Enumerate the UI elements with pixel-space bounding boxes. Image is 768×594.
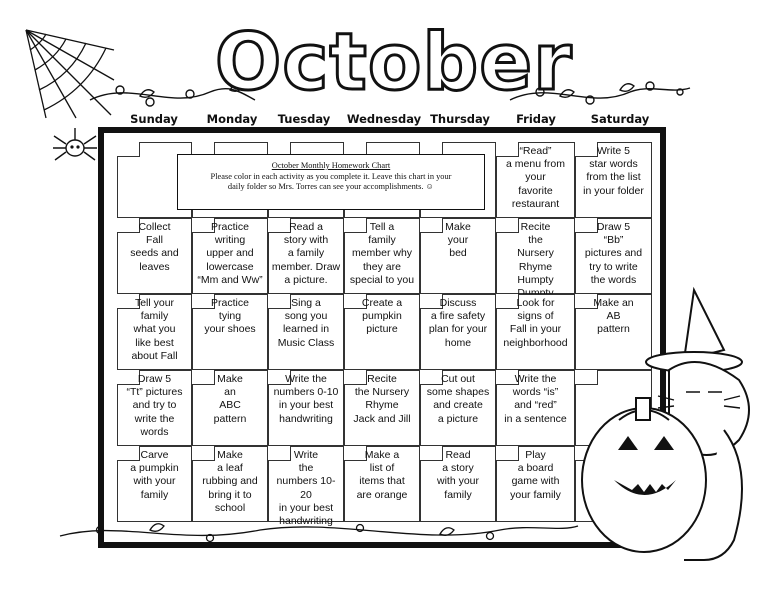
calendar-cell xyxy=(420,370,496,446)
calendar-cell xyxy=(496,142,575,218)
calendar-cell xyxy=(117,446,192,522)
bottom-vine-decoration xyxy=(60,516,580,550)
activity-text: Draw 5 “Tt” pictures and try to write the words xyxy=(126,373,183,438)
activity-text: Read a story with a family member. Draw a picture. xyxy=(271,221,341,286)
calendar-cell xyxy=(496,370,575,446)
activity-text: Write 5 star words from the list in your folder xyxy=(583,145,644,197)
activity-text: Tell your family what you like best about Fall xyxy=(131,297,178,362)
day-header-wednesday: Wednesday xyxy=(346,112,422,126)
calendar-cell xyxy=(420,446,496,522)
activity-text: Practice tying your shoes xyxy=(204,297,256,336)
day-header-sunday: Sunday xyxy=(130,112,178,126)
calendar-cell xyxy=(344,294,420,370)
day-header-monday: Monday xyxy=(206,112,258,126)
calendar-cell xyxy=(575,142,652,218)
activity-text: Cut out some shapes and create a picture xyxy=(426,373,490,425)
activity-text: Make an ABC pattern xyxy=(213,373,247,425)
note-line-1: Please color in each activity as you complete it. Leave this chart in your xyxy=(210,171,452,181)
activity-text: Practice writing upper and lowercase “Mm and Ww” xyxy=(197,221,263,286)
day-header-thursday: Thursday xyxy=(430,112,490,126)
day-header-friday: Friday xyxy=(516,112,556,126)
activity-text: Read a story with your family xyxy=(436,449,479,501)
calendar-cell xyxy=(117,218,192,294)
calendar-cell xyxy=(268,446,344,528)
calendar-cell xyxy=(420,218,496,294)
activity-text: Play a board game with your family xyxy=(510,449,561,501)
activity-text: Write the numbers 10-20 in your best handwriting xyxy=(276,449,336,528)
calendar-cell xyxy=(496,218,575,294)
page-title: October xyxy=(215,18,573,108)
calendar-cell xyxy=(192,294,268,370)
calendar-cell xyxy=(117,294,192,370)
activity-text: Carve a pumpkin with your family xyxy=(130,449,179,501)
activity-text: Discuss a fire safety plan for your home xyxy=(428,297,488,349)
activity-text: Make your bed xyxy=(445,221,471,260)
activity-text: Make an AB pattern xyxy=(593,297,634,336)
calendar-cell xyxy=(420,294,496,370)
activity-text: Sing a song you learned in Music Class xyxy=(277,297,335,349)
calendar-cell xyxy=(268,294,344,370)
activity-text: Make a leaf rubbing and bring it to school xyxy=(202,449,258,514)
activity-text: “Read” a menu from your favorite restaurant xyxy=(506,145,565,210)
instructions-note xyxy=(177,154,485,210)
activity-text: Collect Fall seeds and leaves xyxy=(130,221,179,273)
calendar-cell xyxy=(192,446,268,522)
activity-text: Write the words “is” and “red” in a sentence xyxy=(504,373,567,425)
calendar-cell xyxy=(496,294,575,370)
calendar-cell xyxy=(268,218,344,294)
activity-text: Recite the Nursery Rhyme Humpty xyxy=(517,221,554,286)
spider-icon xyxy=(52,128,98,164)
calendar-cell xyxy=(268,370,344,446)
activity-text: Recite the Nursery Rhyme Jack and Jill xyxy=(353,373,411,425)
calendar-cell xyxy=(117,370,192,446)
calendar-cell xyxy=(192,218,268,294)
note-heading: October Monthly Homework Chart xyxy=(271,161,391,170)
calendar-cell xyxy=(192,370,268,446)
activity-text: Create a pumpkin picture xyxy=(361,297,403,336)
activity-text: Write the numbers 0-10 in your best handwriting xyxy=(273,373,339,425)
calendar-cell xyxy=(496,446,575,522)
day-header-saturday: Saturday xyxy=(590,112,650,126)
note-line-2: daily folder so Mrs. Torres can see your accomplishments. ☺ xyxy=(227,182,435,191)
activity-text: Draw 5 “Bb” pictures and try to write the words xyxy=(584,221,643,286)
calendar-cell xyxy=(344,218,420,294)
activity-text: Make a list of items that are orange xyxy=(356,449,408,501)
day-header-tuesday: Tuesday xyxy=(277,112,331,126)
calendar-cell xyxy=(344,370,420,446)
activity-text: Look for signs of Fall in your neighborhood xyxy=(503,297,568,349)
calendar-cell xyxy=(344,446,420,522)
pumpkin-cat-icon xyxy=(574,280,759,570)
activity-text: Tell a family member why they are special to you xyxy=(349,221,415,286)
